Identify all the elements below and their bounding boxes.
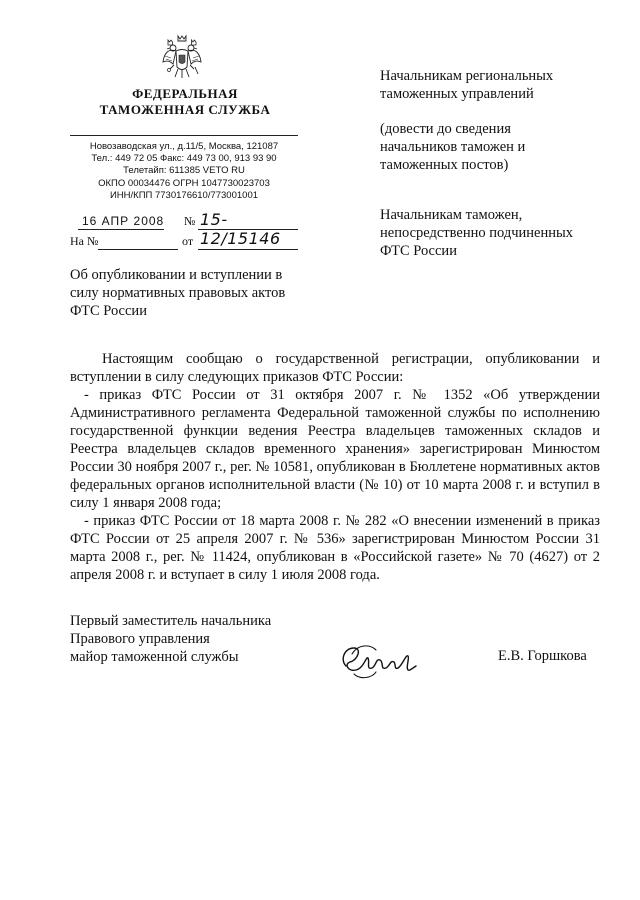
date-underline — [78, 229, 164, 230]
body-item-1: - приказ ФТС России от 31 октября 2007 г. № 1352 «Об утверждении Административного регламента Федеральной таможенной службы по исполнению государственной функции ведения Реестра владельцев таможенных складов и Реестра владельцев складов временного хранения» зарегистрирован Минюстом России 30 ноября 2007 г., рег. № 10581, опубликован в Бюллетене нормативных актов федеральных органов исполнительной власти (№ 10) от 10 марта 2008 г. и вступил в силу 1 января 2008 года; — [70, 387, 600, 511]
reference-line — [70, 234, 298, 250]
address: Новозаводская ул., д.11/5, Москва, 121087 — [89, 141, 279, 152]
addressee-customs-line3: ФТС России — [380, 243, 457, 259]
signer-position-line1: Первый заместитель начальника — [70, 613, 272, 629]
phone-fax: Тел.: 449 72 05 Факс: 449 73 00, 913 93 90 — [91, 153, 277, 165]
body-intro: Настоящим сообщаю о государственной регистрации, опубликовании и вступлении в силу следующих приказов ФТС России: — [70, 351, 600, 385]
body-item-2: - приказ ФТС России от 18 марта 2008 г. № 282 «О внесении изменений в приказ ФТС России от 25 апреля 2007 г. № 536» зарегистрирован Минюстом России 31 марта 2008 г., рег. № 11424, опубликован в «Российской газете» № 70 (4627) от 2 апреля 2008 г. и вступает в силу 1 июля 2008 года. — [70, 513, 600, 583]
signer-name: Е.В. Горшкова — [498, 648, 587, 664]
reference-number-label: На № — [70, 234, 99, 248]
handwritten-signature-icon — [336, 636, 422, 684]
inn-kpp: ИНН/КПП 7730176610/773001001 — [109, 189, 259, 201]
signer-position — [70, 612, 310, 666]
reference-number-underline — [98, 249, 178, 250]
organization-name — [70, 86, 300, 118]
contact-block — [70, 141, 298, 202]
okpo-ogrn: ОКПО 00034476 ОГРН 1047730023703 — [98, 177, 270, 189]
addressee-note-line3: таможенных постов) — [380, 157, 509, 173]
addressee-customs-line1: Начальникам таможен, — [380, 207, 523, 223]
addressee-customs — [380, 206, 610, 260]
teletype: Телетайп: 611385 VETO RU — [123, 165, 245, 177]
addressee-note-line1: (довести до сведения — [380, 121, 511, 137]
letter-body — [70, 350, 600, 584]
letterhead-divider — [70, 135, 298, 136]
org-name-line2: ТАМОЖЕННАЯ СЛУЖБА — [99, 102, 271, 117]
addressee-regional-line1: Начальникам региональных — [380, 68, 554, 84]
subject-line2: силу нормативных правовых актов — [70, 285, 286, 301]
org-name-line1: ФЕДЕРАЛЬНАЯ — [132, 86, 238, 101]
registration-number: 15-12/15146 — [200, 210, 281, 248]
number-label: № — [184, 214, 196, 228]
signer-position-line2: Правового управления — [70, 631, 210, 647]
registration-date: 16 АПР 2008 — [82, 214, 165, 228]
reference-from-label: от — [182, 234, 194, 248]
addressee-regional — [380, 67, 610, 103]
addressee-regional-line2: таможенных управлений — [380, 86, 534, 102]
addressee-customs-line2: непосредственно подчиненных — [380, 225, 573, 241]
subject-line1: Об опубликовании и вступлении в — [70, 267, 283, 283]
reference-date-underline — [198, 249, 298, 250]
signer-position-line3: майор таможенной службы — [70, 649, 239, 665]
subject-line3: ФТС России — [70, 303, 147, 319]
addressee-note-line2: начальников таможен и — [380, 139, 526, 155]
emblem-icon — [162, 34, 202, 80]
number-underline — [198, 229, 298, 230]
letter-subject — [70, 266, 310, 320]
addressee-note — [380, 120, 610, 174]
